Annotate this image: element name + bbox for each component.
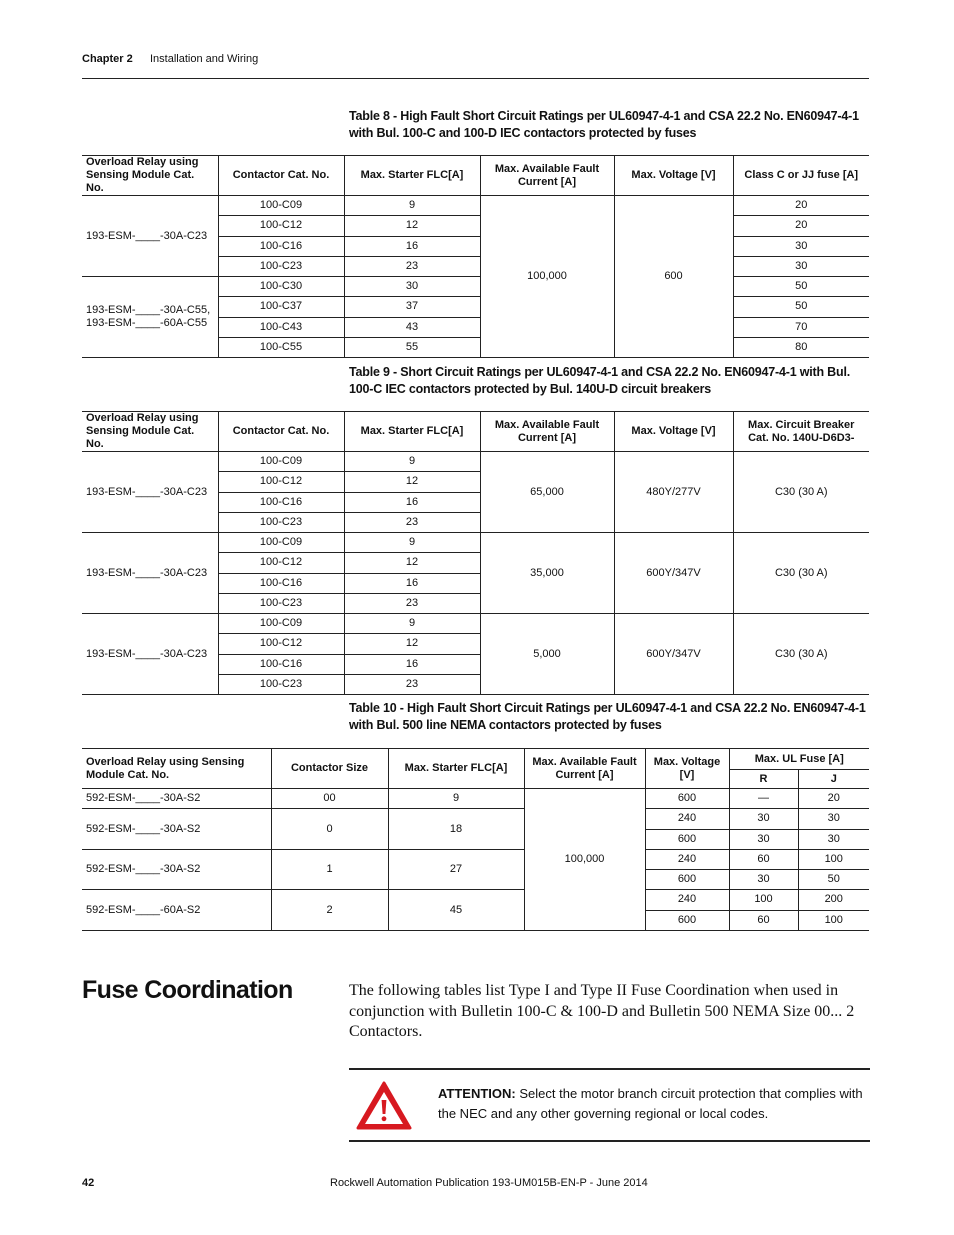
contactor-cell: 100-C12 — [218, 553, 344, 573]
section-title: Installation and Wiring — [150, 53, 259, 65]
table10-header-flc: Max. Starter FLC[A] — [388, 749, 524, 789]
fault-current-cell: 65,000 — [480, 452, 614, 533]
voltage-cell: 240 — [645, 849, 729, 869]
table8 — [82, 155, 869, 358]
table9-header-contactor: Contactor Cat. No. — [218, 412, 344, 452]
contactor-cell: 100-C23 — [218, 512, 344, 532]
contactor-cell: 100-C30 — [218, 277, 344, 297]
table8-header-fault-current: Max. Available Fault Current [A] — [480, 156, 614, 196]
flc-cell: 9 — [344, 533, 480, 553]
flc-cell: 45 — [388, 890, 524, 931]
flc-cell: 30 — [344, 277, 480, 297]
flc-cell: 12 — [344, 634, 480, 654]
table10-header-fault-current: Max. Available Fault Current [A] — [524, 749, 645, 789]
table8-fault-current-cell: 100,000 — [480, 196, 614, 358]
warning-triangle-icon — [356, 1081, 412, 1131]
contactor-cell: 100-C23 — [218, 256, 344, 276]
contactor-cell: 100-C09 — [218, 614, 344, 634]
contactor-cell: 100-C16 — [218, 573, 344, 593]
table-row — [82, 277, 869, 297]
contactor-cell: 100-C16 — [218, 492, 344, 512]
fuse-r-cell: 60 — [729, 849, 798, 869]
fuse-j-cell: 30 — [798, 829, 869, 849]
fuse-j-cell: 20 — [798, 789, 869, 809]
table9 — [82, 411, 869, 695]
table10-caption: Table 10 - High Fault Short Circuit Ratings per UL60947-4-1 and CSA 22.2 No. EN60947-4-1 with Bul. 500 line NEMA contactors protected by fuses — [349, 701, 866, 732]
size-cell: 2 — [271, 890, 388, 931]
fuse-j-cell: 100 — [798, 849, 869, 869]
contactor-cell: 100-C12 — [218, 634, 344, 654]
contactor-cell: 100-C09 — [218, 196, 344, 216]
table9-header-relay: Overload Relay using Sensing Module Cat. No. — [82, 412, 218, 452]
table9-header-flc: Max. Starter FLC[A] — [344, 412, 480, 452]
flc-cell: 9 — [344, 196, 480, 216]
fuse-cell: 30 — [733, 236, 869, 256]
table9-relay-cell: 193-ESM-____-30A-C23 — [82, 452, 218, 533]
flc-cell: 27 — [388, 849, 524, 890]
flc-cell: 43 — [344, 317, 480, 337]
contactor-cell: 100-C16 — [218, 236, 344, 256]
publication-info: Rockwell Automation Publication 193-UM015B-EN-P - June 2014 — [330, 1177, 648, 1189]
table9-header-voltage: Max. Voltage [V] — [614, 412, 733, 452]
table9-caption: Table 9 - Short Circuit Ratings per UL60947-4-1 and CSA 22.2 No. EN60947-4-1 with Bul. 100-C IEC contactors protected by Bul. 140U-D circuit breakers — [349, 365, 850, 396]
table9-header-breaker: Max. Circuit Breaker Cat. No. 140U-D6D3- — [733, 412, 869, 452]
table8-relay-cell: 193-ESM-____-30A-C55, 193-ESM-____-60A-C55 — [82, 277, 218, 358]
page-number: 42 — [82, 1177, 95, 1189]
fuse-r-cell: — — [729, 789, 798, 809]
table8-header-voltage: Max. Voltage [V] — [614, 156, 733, 196]
fuse-cell: 20 — [733, 216, 869, 236]
flc-cell: 23 — [344, 256, 480, 276]
contactor-cell: 100-C43 — [218, 317, 344, 337]
fuse-coordination-heading: Fuse Coordination — [82, 976, 293, 1004]
voltage-cell: 600 — [645, 870, 729, 890]
chapter-label: Chapter 2 — [82, 53, 133, 65]
fuse-cell: 70 — [733, 317, 869, 337]
table-row — [82, 809, 869, 829]
table-row — [82, 196, 869, 216]
fuse-j-cell: 50 — [798, 870, 869, 890]
table9-relay-cell: 193-ESM-____-30A-C23 — [82, 533, 218, 614]
flc-cell: 16 — [344, 236, 480, 256]
table9-relay-cell: 193-ESM-____-30A-C23 — [82, 614, 218, 695]
voltage-cell: 600Y/347V — [614, 614, 733, 695]
flc-cell: 23 — [344, 512, 480, 532]
fuse-r-cell: 100 — [729, 890, 798, 910]
table10-relay-cell: 592-ESM-____-30A-S2 — [82, 789, 271, 809]
fuse-j-cell: 30 — [798, 809, 869, 829]
flc-cell: 55 — [344, 337, 480, 357]
voltage-cell: 600 — [645, 789, 729, 809]
fuse-cell: 30 — [733, 256, 869, 276]
fuse-j-cell: 100 — [798, 910, 869, 930]
fuse-r-cell: 30 — [729, 870, 798, 890]
attention-text — [438, 1084, 863, 1124]
fuse-cell: 80 — [733, 337, 869, 357]
table8-header-flc: Max. Starter FLC[A] — [344, 156, 480, 196]
voltage-cell: 600Y/347V — [614, 533, 733, 614]
contactor-cell: 100-C37 — [218, 297, 344, 317]
fuse-coordination-body: The following tables list Type I and Type II Fuse Coordination when used in conjunction with Bulletin 100-C & 100-D and Bulletin 500 NEMA Size 00... 2 Contactors. — [349, 982, 855, 1040]
table-row — [82, 533, 869, 553]
flc-cell: 16 — [344, 573, 480, 593]
table-row — [82, 789, 869, 809]
flc-cell: 18 — [388, 809, 524, 850]
contactor-cell: 100-C23 — [218, 674, 344, 694]
table10-header-j: J — [798, 770, 869, 789]
flc-cell: 12 — [344, 216, 480, 236]
breaker-cell: C30 (30 A) — [733, 614, 869, 695]
flc-cell: 23 — [344, 593, 480, 613]
table10-header-relay: Overload Relay using Sensing Module Cat. No. — [82, 749, 271, 789]
attention-message: Select the motor branch circuit protection that complies with the NEC and any other governing regional or local codes. — [438, 1086, 863, 1121]
table8-voltage-cell: 600 — [614, 196, 733, 358]
flc-cell: 16 — [344, 654, 480, 674]
page-header — [82, 53, 869, 79]
contactor-cell: 100-C12 — [218, 216, 344, 236]
voltage-cell: 480Y/277V — [614, 452, 733, 533]
flc-cell: 12 — [344, 472, 480, 492]
table8-caption: Table 8 - High Fault Short Circuit Ratings per UL60947-4-1 and CSA 22.2 No. EN60947-4-1 with Bul. 100-C and 100-D IEC contactors protected by fuses — [349, 109, 859, 140]
attention-label: ATTENTION: — [438, 1086, 516, 1101]
table10-relay-cell: 592-ESM-____-30A-S2 — [82, 849, 271, 890]
voltage-cell: 240 — [645, 890, 729, 910]
breaker-cell: C30 (30 A) — [733, 452, 869, 533]
flc-cell: 9 — [388, 789, 524, 809]
flc-cell: 12 — [344, 553, 480, 573]
voltage-cell: 240 — [645, 809, 729, 829]
voltage-cell: 600 — [645, 910, 729, 930]
table8-header-relay: Overload Relay using Sensing Module Cat. No. — [82, 156, 218, 196]
voltage-cell: 600 — [645, 829, 729, 849]
size-cell: 1 — [271, 849, 388, 890]
flc-cell: 9 — [344, 614, 480, 634]
fuse-cell: 20 — [733, 196, 869, 216]
flc-cell: 9 — [344, 452, 480, 472]
fuse-r-cell: 30 — [729, 809, 798, 829]
contactor-cell: 100-C09 — [218, 452, 344, 472]
table10 — [82, 748, 869, 931]
contactor-cell: 100-C12 — [218, 472, 344, 492]
fault-current-cell: 35,000 — [480, 533, 614, 614]
fuse-cell: 50 — [733, 297, 869, 317]
table10-header-r: R — [729, 770, 798, 789]
breaker-cell: C30 (30 A) — [733, 533, 869, 614]
table-row — [82, 452, 869, 472]
size-cell: 0 — [271, 809, 388, 850]
table10-relay-cell: 592-ESM-____-60A-S2 — [82, 890, 271, 931]
table-row — [82, 614, 869, 634]
table10-header-voltage: Max. Voltage [V] — [645, 749, 729, 789]
fuse-cell: 50 — [733, 277, 869, 297]
fuse-j-cell: 200 — [798, 890, 869, 910]
fault-current-cell: 5,000 — [480, 614, 614, 695]
attention-box — [349, 1068, 870, 1142]
flc-cell: 37 — [344, 297, 480, 317]
table8-header-fuse: Class C or JJ fuse [A] — [733, 156, 869, 196]
flc-cell: 23 — [344, 674, 480, 694]
table8-relay-cell: 193-ESM-____-30A-C23 — [82, 196, 218, 277]
table8-header-contactor: Contactor Cat. No. — [218, 156, 344, 196]
table10-relay-cell: 592-ESM-____-30A-S2 — [82, 809, 271, 850]
table9-header-fault-current: Max. Available Fault Current [A] — [480, 412, 614, 452]
table-row — [82, 890, 869, 910]
fuse-r-cell: 30 — [729, 829, 798, 849]
contactor-cell: 100-C23 — [218, 593, 344, 613]
fuse-r-cell: 60 — [729, 910, 798, 930]
table10-fault-current-cell: 100,000 — [524, 789, 645, 931]
contactor-cell: 100-C55 — [218, 337, 344, 357]
table-row — [82, 849, 869, 869]
contactor-cell: 100-C09 — [218, 533, 344, 553]
table10-header-size: Contactor Size — [271, 749, 388, 789]
size-cell: 00 — [271, 789, 388, 809]
contactor-cell: 100-C16 — [218, 654, 344, 674]
flc-cell: 16 — [344, 492, 480, 512]
table10-header-fuse: Max. UL Fuse [A] — [729, 749, 869, 770]
